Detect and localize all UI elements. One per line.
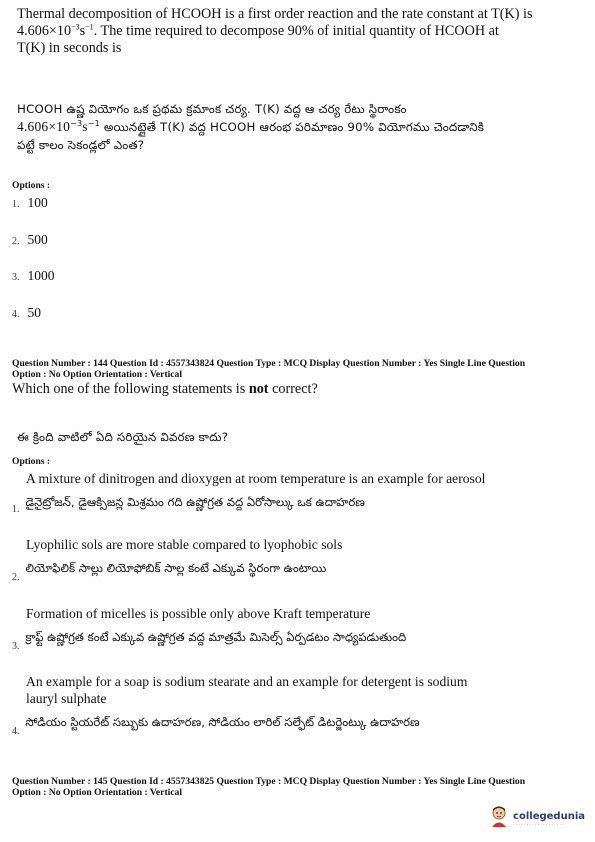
option-text-telugu: లియోఫిలిక్ సాల్లు లియోఫోబిక్ సాల్ల కంటే ఎక్కువ స్థిరంగా ఉంటాయి xyxy=(25,561,327,575)
exponent: −3 xyxy=(71,22,80,32)
unit: s xyxy=(82,119,88,134)
meta-line: Option : No Option Orientation : Vertical xyxy=(12,369,183,380)
option-text-telugu: సోడియం స్టియరేట్ సబ్బుకు ఉదాహరణ, సోడియం లారిల్ సల్ఫేట్ డిటర్జెంట్కు ఉదాహరణ xyxy=(25,715,420,729)
mascot-icon xyxy=(489,805,509,832)
question-text-line: Thermal decomposition of HCOOH is a first order reaction and the rate constant at T(K) is xyxy=(17,6,533,22)
option-item[interactable] xyxy=(12,536,587,583)
question-text-line xyxy=(17,23,587,40)
question-text-line: T(K) in seconds is xyxy=(17,40,122,56)
question-143-english xyxy=(17,6,587,57)
question-text-fragment: . The time required to decompose 90% of initial quantity of HCOOH at xyxy=(93,23,499,39)
options-label: Options : xyxy=(12,456,51,467)
option-number: 2. xyxy=(12,236,20,247)
option-value: 50 xyxy=(27,305,41,320)
option-text-english: lauryl sulphate xyxy=(26,691,107,706)
option-number: 3. xyxy=(12,272,20,283)
question-144-telugu: ఈ క్రింది వాటిలో ఏది సరియైన వివరణ కాదు? xyxy=(17,430,229,444)
meta-line: Question Number : 145 Question Id : 4557343825 Question Type : MCQ Display Question Number : Yes Single Line Question xyxy=(12,776,526,787)
option-number: 1. xyxy=(12,504,20,515)
exponent: −3 xyxy=(70,119,83,129)
option-number: 4. xyxy=(12,309,20,320)
question-143-telugu xyxy=(17,100,587,154)
meta-line: Question Number : 144 Question Id : 4557343824 Question Type : MCQ Display Question Number : Yes Single Line Question xyxy=(12,358,526,369)
option-text-english: An example for a soap is sodium stearate and an example for detergent is sodium xyxy=(26,674,468,689)
option-text-telugu: క్రాఫ్ట్ ఉష్ణోగ్రత కంటే ఎక్కువ ఉష్ణోగ్రత వద్ద మాత్రమే మిసెల్స్ ఏర్పడటం సాధ్యపడుతుంది xyxy=(25,630,407,644)
option-item[interactable] xyxy=(12,673,587,737)
option-item[interactable] xyxy=(12,470,587,515)
question-144-english xyxy=(12,381,318,398)
option-value: 1000 xyxy=(27,268,55,283)
meta-line: Option : No Option Orientation : Vertical xyxy=(12,787,183,798)
options-label: Options : xyxy=(12,180,51,191)
option-text-english: Lyophilic sols are more stable compared to lyophobic sols xyxy=(26,537,343,552)
question-144-meta xyxy=(12,358,525,380)
emphasis: not xyxy=(248,381,269,397)
question-text-line xyxy=(17,118,587,136)
question-text-line: పట్టే కాలం సెకండ్లలో ఎంత? xyxy=(17,138,145,152)
option-text-telugu: డైనైట్రోజన్, డైఆక్సిజన్ల మిశ్రమం గది ఉష్ణోగ్రత వద్ద ఏరోసాల్కు ఒక ఉదాహరణ xyxy=(25,495,365,509)
question-text-fragment: correct? xyxy=(268,381,318,397)
option-item[interactable] xyxy=(12,267,55,285)
rate-constant-mantissa: 4.606×10 xyxy=(17,23,72,39)
logo-wordmark: collegedunia xyxy=(513,810,585,822)
exponent: −1 xyxy=(87,119,100,129)
option-item[interactable] xyxy=(12,194,48,212)
question-text-fragment: అయినట్లైతే T(K) వద్ద HCOOH ఆరంభ పరిమాణం 90% వియోగము చెందడానికి xyxy=(99,120,485,134)
option-number: 1. xyxy=(12,199,20,210)
option-item[interactable] xyxy=(12,231,48,249)
option-item[interactable] xyxy=(12,304,41,322)
exponent: −1 xyxy=(85,22,94,32)
option-number: 4. xyxy=(12,726,20,737)
option-item[interactable] xyxy=(12,605,587,652)
question-145-meta xyxy=(12,776,525,798)
option-number: 3. xyxy=(12,641,20,652)
collegedunia-logo xyxy=(489,805,585,832)
unit: s xyxy=(79,23,86,39)
rate-constant-mantissa: 4.606×10 xyxy=(17,119,71,134)
question-text-fragment: Which one of the following statements is xyxy=(12,381,249,397)
option-text-english: A mixture of dinitrogen and dioxygen at room temperature is an example for aerosol xyxy=(26,471,486,486)
option-value: 500 xyxy=(27,232,48,247)
option-value: 100 xyxy=(27,195,48,210)
logo-tagline: · · · · · · · · · · · · · · · · · · · xyxy=(513,821,564,827)
option-number: 2. xyxy=(12,572,20,583)
option-text-english: Formation of micelles is possible only above Kraft temperature xyxy=(26,606,371,621)
question-text-line: HCOOH ఉష్ణ వియోగం ఒక ప్రథమ క్రమాంక చర్య. T(K) వద్ద ఆ చర్య రేటు స్థిరాంకం xyxy=(17,102,407,116)
